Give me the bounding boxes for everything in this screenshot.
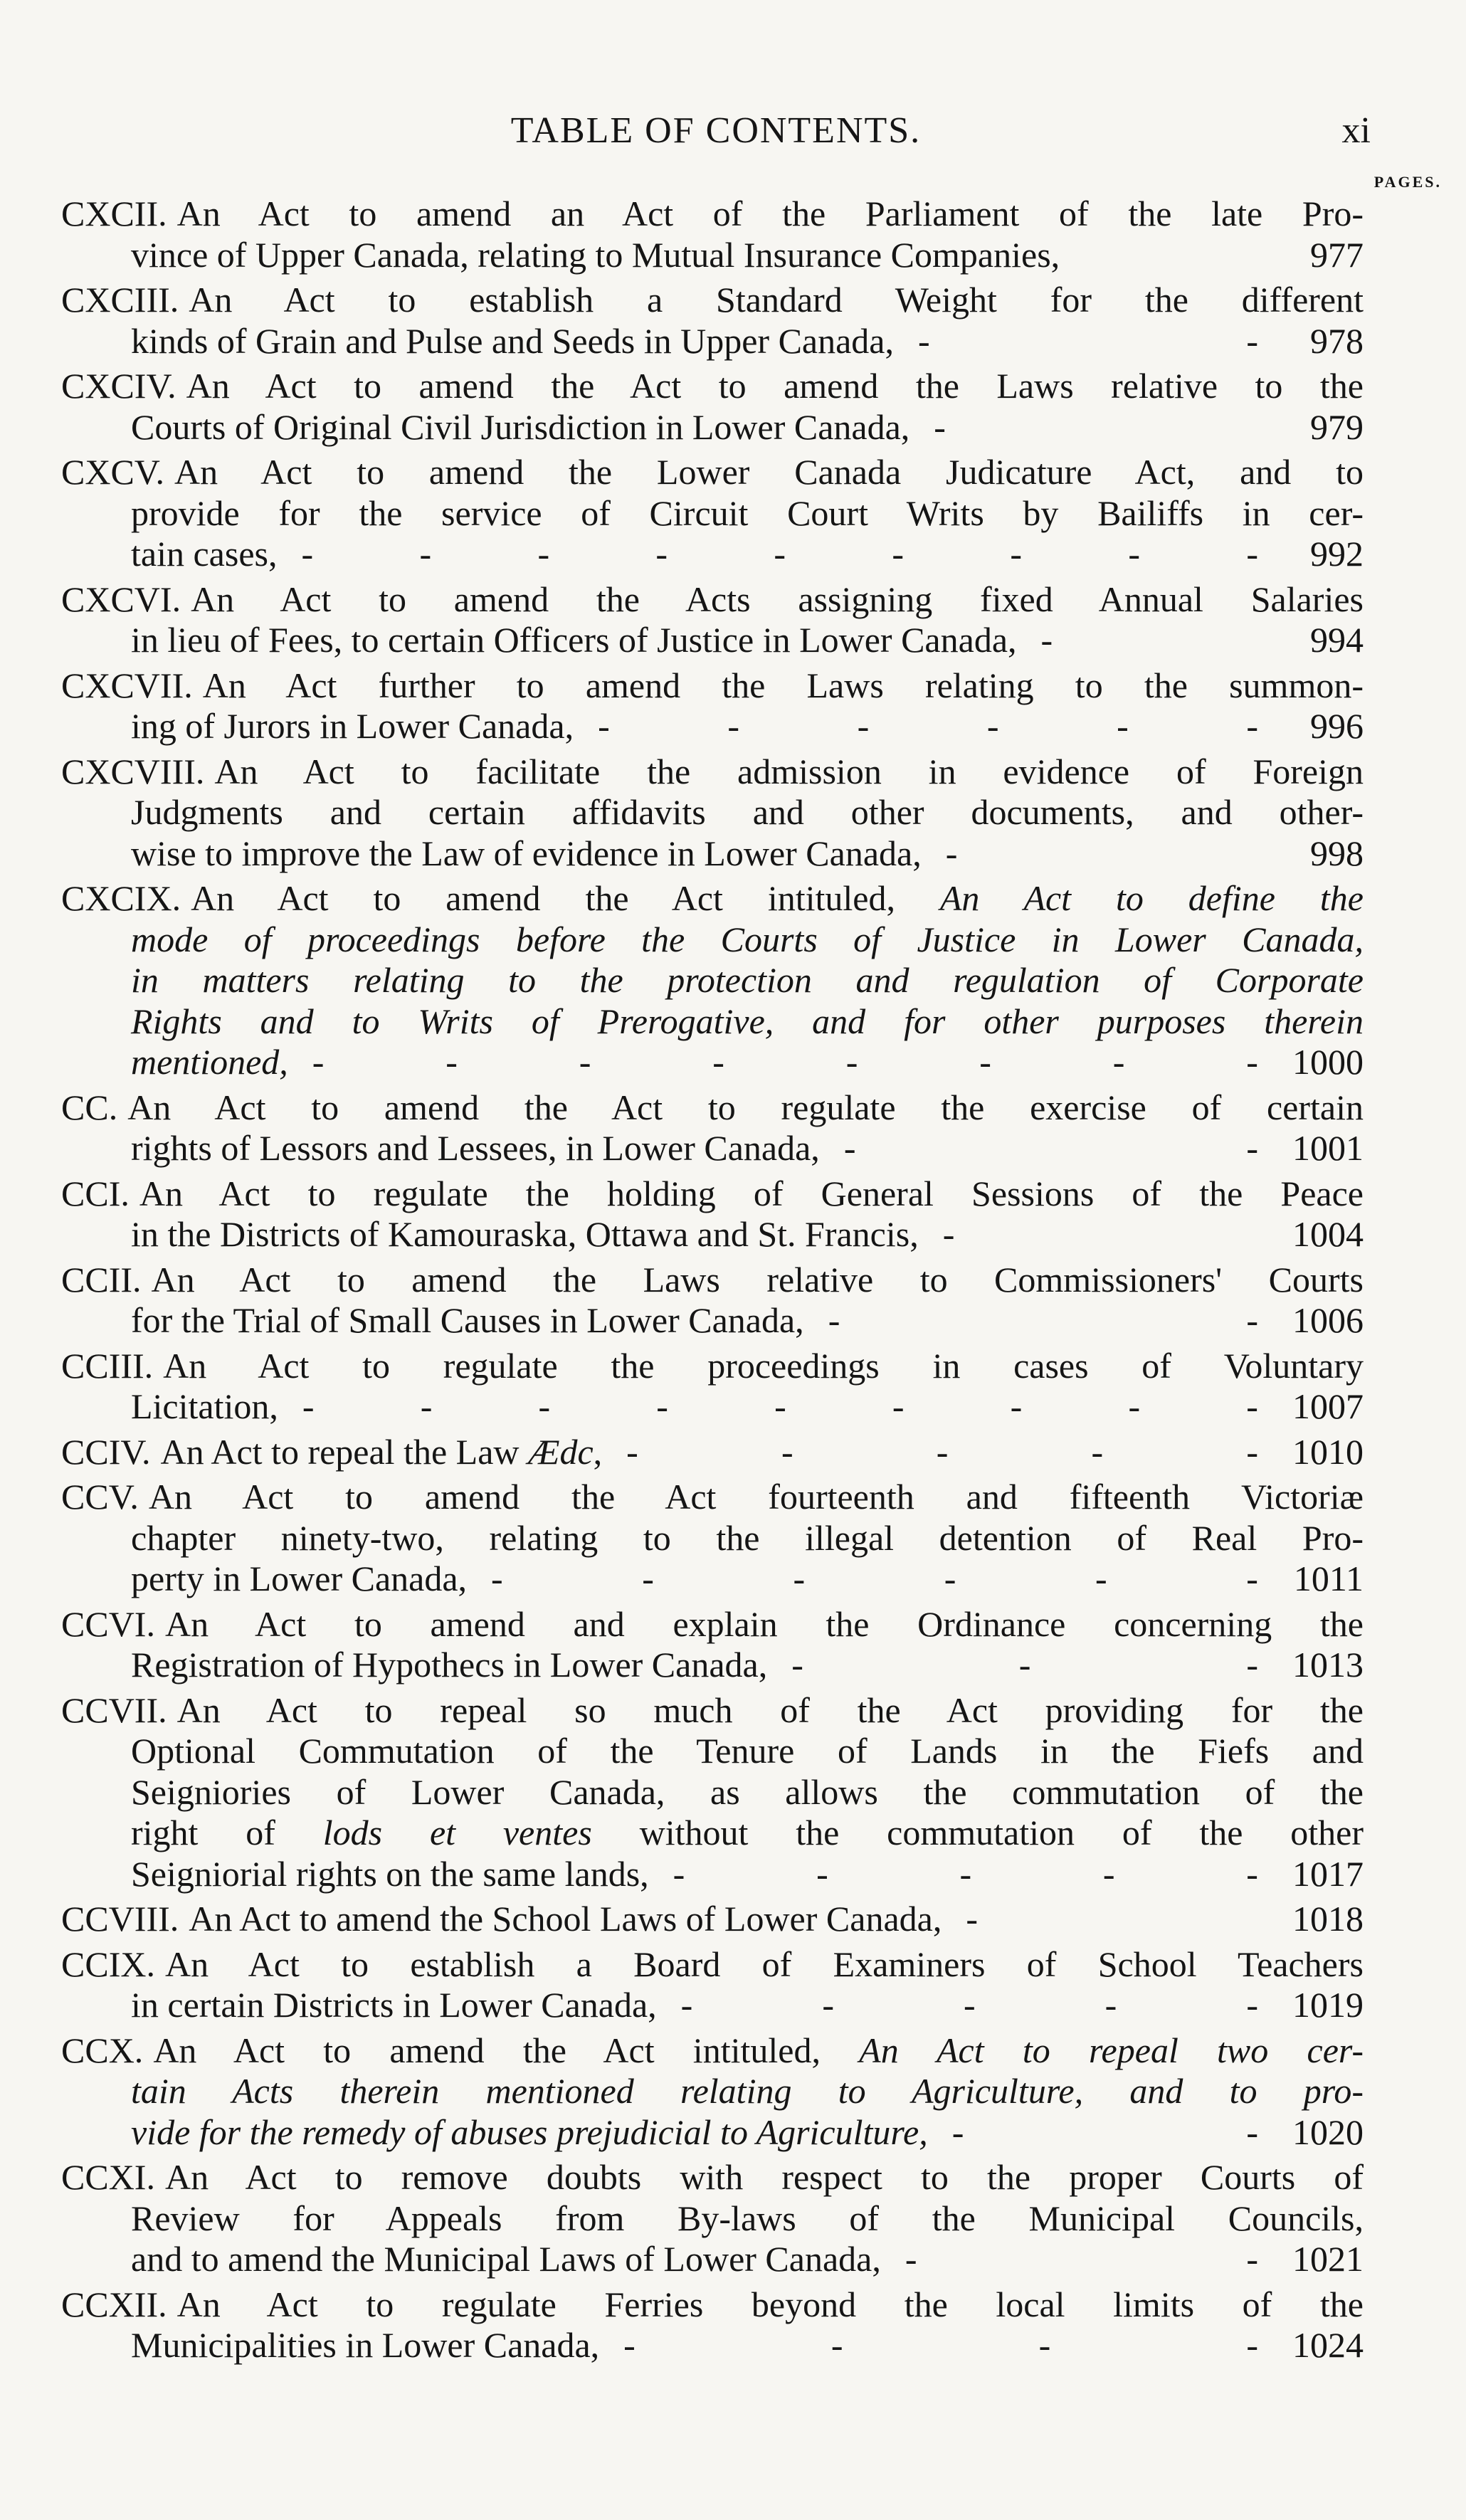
entry-line [61, 1854, 1364, 1895]
dot-leader: - [945, 833, 958, 873]
dot-leader: - - [828, 1300, 1258, 1340]
entry-line [61, 280, 1364, 321]
entry-number: CCVIII. [61, 1899, 179, 1939]
contents-entry [61, 878, 1364, 1083]
entry-text: wise to improve the Law of evidence in Lower Canada, [131, 833, 922, 873]
entry-line [61, 2030, 1364, 2072]
entry-page-number: 979 [1310, 406, 1364, 447]
entry-text: Municipalities in Lower Canada, [131, 2325, 600, 2365]
entry-number: CXCIV. [61, 366, 176, 406]
entry-text: Rights and to Writs of Prerogative, and for other purposes therein [131, 1001, 1364, 1041]
entry-line [61, 534, 1364, 575]
entry-text: in certain Districts in Lower Canada, [131, 1985, 657, 2025]
entry-line [61, 919, 1364, 961]
entry-line [61, 960, 1364, 1001]
entry-number: CC. [61, 1087, 118, 1127]
entry-line [61, 1645, 1364, 1686]
entry-line [61, 2071, 1364, 2112]
dot-leader: - [1040, 620, 1053, 660]
entry-text: vide for the remedy of abuses prejudicial to Agriculture, [131, 2112, 928, 2152]
entry-text: Seigniorial rights on the same lands, [131, 1853, 649, 1894]
entry-text: An Act to establish a Standard Weight for the different [189, 280, 1364, 320]
entry-text: Optional Commutation of the Tenure of Lands in the Fiefs and [131, 1731, 1364, 1771]
dot-leader: - - - - - [626, 1431, 1258, 1472]
entry-page-number: 1004 [1292, 1214, 1364, 1254]
contents-entry [61, 1432, 1364, 1473]
entry-text: An Act to remove doubts with respect to the proper Courts of [164, 2157, 1364, 2197]
entry-page-number: 998 [1310, 833, 1364, 873]
page-title: TABLE OF CONTENTS. [510, 110, 922, 151]
entry-page-number: 1024 [1292, 2325, 1364, 2365]
entry-line [61, 1128, 1364, 1169]
entry-page-number: 996 [1310, 706, 1364, 746]
contents-entry [61, 1477, 1364, 1600]
contents-entry [61, 2157, 1364, 2280]
entry-number: CCXII. [61, 2284, 167, 2324]
dot-leader: - - - - - - - - - [301, 534, 1258, 574]
contents-entry [61, 1690, 1364, 1895]
entry-text: ing of Jurors in Lower Canada, [131, 706, 574, 746]
entry-text: An Act to amend and explain the Ordinance concerning the [164, 1603, 1364, 1644]
dot-leader: - - - - - - - - - [302, 1386, 1258, 1426]
entry-text: An Act to amend the Act intituled, An Act to repeal two cer- [153, 2030, 1364, 2070]
entry-line [61, 1604, 1364, 1645]
entry-line [61, 2198, 1364, 2240]
dot-leader: - - - - - [673, 1853, 1258, 1894]
entry-text: An Act to amend the School Laws of Lower Canada, [189, 1899, 942, 1939]
entry-line [61, 620, 1364, 661]
entry-text: tain cases, [131, 534, 278, 574]
entry-text: An Act further to amend the Laws relating to the summon- [202, 665, 1364, 705]
entry-line [61, 2112, 1364, 2153]
entry-line [61, 321, 1364, 362]
entry-line [61, 2157, 1364, 2198]
entry-line [61, 1690, 1364, 1731]
entry-line [61, 1772, 1364, 1813]
dot-leader: - [942, 1214, 955, 1254]
entry-text: chapter ninety-two, relating to the illegal detention of Real Pro- [131, 1517, 1364, 1558]
entry-page-number: 1000 [1292, 1042, 1364, 1082]
entry-line [61, 366, 1364, 407]
contents-entry [61, 1604, 1364, 1686]
entry-text: An Act to regulate the holding of General Sessions of the Peace [139, 1173, 1364, 1213]
entry-page-number: 978 [1310, 320, 1364, 361]
entry-line [61, 1559, 1364, 1600]
dot-leader: - - [951, 2112, 1258, 2152]
entry-text: provide for the service of Circuit Court Writs by Bailiffs in cer- [131, 492, 1364, 533]
entry-page-number: 1017 [1292, 1853, 1364, 1894]
entry-page-number: 1010 [1292, 1431, 1364, 1472]
contents-entry [61, 2030, 1364, 2153]
entry-number: CCIV. [61, 1431, 151, 1472]
entry-line [61, 1518, 1364, 1559]
contents-list [61, 194, 1364, 2371]
entry-page-number: 1018 [1292, 1899, 1364, 1939]
entry-line [61, 1260, 1364, 1301]
entry-text: in matters relating to the protection and regulation of Corporate [131, 960, 1364, 1000]
entry-number: CCV. [61, 1477, 139, 1517]
entry-text: An Act to amend the Laws relative to Commissioners' Courts [151, 1259, 1364, 1299]
entry-line [61, 407, 1364, 448]
entry-page-number: 1001 [1292, 1128, 1364, 1168]
contents-entry [61, 280, 1364, 362]
contents-entry [61, 452, 1364, 575]
dot-leader: - - - - [623, 2325, 1258, 2365]
contents-entry [61, 1174, 1364, 1255]
entry-text: tain Acts therein mentioned relating to Agriculture, and to pro- [131, 2071, 1364, 2111]
entry-line [61, 1042, 1364, 1083]
entry-text: mentioned, [131, 1042, 288, 1082]
entry-number: CCII. [61, 1259, 142, 1299]
entry-text: An Act to repeal so much of the Act providing for the [176, 1689, 1364, 1730]
entry-text: Courts of Original Civil Jurisdiction in Lower Canada, [131, 406, 910, 447]
entry-text: and to amend the Municipal Laws of Lower Canada, [131, 2239, 881, 2279]
entry-number: CCXI. [61, 2157, 155, 2197]
entry-text: An Act to amend the Act to regulate the exercise of certain [127, 1087, 1364, 1127]
entry-line [61, 706, 1364, 747]
entry-line [61, 1087, 1364, 1129]
entry-line [61, 452, 1364, 493]
dot-leader: - - [905, 2239, 1258, 2279]
entry-number: CXCII. [61, 194, 167, 233]
entry-line [61, 1477, 1364, 1518]
page-number: xi [1341, 110, 1371, 151]
entry-text: kinds of Grain and Pulse and Seeds in Upper Canada, [131, 320, 894, 361]
entry-text: in lieu of Fees, to certain Officers of Justice in Lower Canada, [131, 620, 1017, 660]
entry-number: CXCIII. [61, 280, 179, 320]
entry-number: CCIX. [61, 1944, 155, 1984]
entry-text: An Act to amend the Act intituled, An Act to define the [191, 878, 1364, 918]
entry-page-number: 994 [1310, 620, 1364, 660]
entry-line [61, 1214, 1364, 1255]
entry-text: An Act to amend the Acts assigning fixed Annual Salaries [191, 579, 1364, 619]
entry-line [61, 1432, 1364, 1473]
entry-text: An Act to repeal the Law Ædc, [160, 1431, 603, 1472]
entry-text: perty in Lower Canada, [131, 1559, 468, 1598]
entry-line [61, 1944, 1364, 1986]
entry-line [61, 752, 1364, 793]
entry-line [61, 1300, 1364, 1341]
entry-text: An Act to regulate the proceedings in cases of Voluntary [163, 1345, 1364, 1386]
entry-number: CCI. [61, 1173, 130, 1213]
contents-entry [61, 1899, 1364, 1940]
dot-leader: - [934, 406, 946, 447]
dot-leader: - - - - - - [598, 706, 1258, 746]
entry-page-number: 1007 [1292, 1386, 1364, 1426]
entry-text: Registration of Hypothecs in Lower Canada, [131, 1645, 768, 1685]
entry-number: CCVI. [61, 1603, 155, 1644]
entry-number: CXCV. [61, 452, 164, 492]
entry-number: CXCVIII. [61, 751, 205, 791]
pages-column-label: PAGES. [1373, 173, 1442, 191]
entry-line [61, 2325, 1364, 2366]
entry-number: CXCVI. [61, 579, 181, 619]
entry-text: right of lods et ventes without the commutation of the other [131, 1813, 1364, 1852]
contents-entry [61, 1260, 1364, 1341]
entry-number: CXCVII. [61, 665, 193, 705]
entry-line [61, 1346, 1364, 1387]
entry-line [61, 493, 1364, 534]
entry-line [61, 1386, 1364, 1428]
entry-line [61, 1001, 1364, 1043]
entry-text: for the Trial of Small Causes in Lower Canada, [131, 1300, 804, 1340]
entry-line [61, 1985, 1364, 2026]
entry-page-number: 1006 [1292, 1300, 1364, 1340]
entry-text: An Act to amend the Lower Canada Judicature Act, and to [174, 452, 1364, 492]
dot-leader: - - - [791, 1645, 1258, 1685]
entry-page-number: 1011 [1293, 1559, 1364, 1598]
entry-number: CCX. [61, 2030, 144, 2070]
entry-line [61, 878, 1364, 919]
contents-entry [61, 1346, 1364, 1428]
entry-number: CCIII. [61, 1345, 154, 1386]
contents-entry [61, 366, 1364, 448]
dot-leader: - - [843, 1128, 1258, 1168]
entry-text: Seigniories of Lower Canada, as allows the commutation of the [131, 1771, 1364, 1812]
entry-line [61, 194, 1364, 235]
entry-text: Judgments and certain affidavits and other documents, and other- [131, 792, 1364, 832]
entry-page-number: 1020 [1292, 2112, 1364, 2152]
entry-text: An Act to establish a Board of Examiners of School Teachers [164, 1944, 1364, 1984]
contents-entry [61, 2284, 1364, 2366]
contents-entry [61, 194, 1364, 275]
dot-leader: - - - - - - [491, 1559, 1258, 1598]
entry-line [61, 665, 1364, 707]
entry-line [61, 2239, 1364, 2280]
entry-text: An Act to regulate Ferries beyond the local limits of the [176, 2284, 1364, 2324]
contents-entry [61, 1087, 1364, 1169]
dot-leader: - - - - - - - - [312, 1042, 1258, 1082]
entry-page-number: 992 [1310, 534, 1364, 574]
contents-entry [61, 665, 1364, 747]
entry-line [61, 1731, 1364, 1772]
entry-line [61, 792, 1364, 833]
entry-number: CCVII. [61, 1689, 167, 1730]
dot-leader: - [966, 1899, 978, 1939]
contents-entry [61, 579, 1364, 661]
entry-text: Review for Appeals from By-laws of the Municipal Councils, [131, 2198, 1364, 2238]
entry-line [61, 1899, 1364, 1940]
entry-text: vince of Upper Canada, relating to Mutual Insurance Companies, [131, 234, 1060, 275]
entry-number: CXCIX. [61, 878, 181, 918]
entry-page-number: 1021 [1292, 2239, 1364, 2279]
dot-leader: - - - - - [680, 1985, 1258, 2025]
dot-leader: - - [918, 320, 1258, 361]
entry-text: in the Districts of Kamouraska, Ottawa and St. Francis, [131, 1214, 919, 1254]
entry-line [61, 833, 1364, 875]
entry-text: An Act to facilitate the admission in evidence of Foreign [214, 751, 1364, 791]
entry-page-number: 1019 [1292, 1985, 1364, 2025]
entry-line [61, 1174, 1364, 1215]
contents-entry [61, 752, 1364, 875]
entry-text: mode of proceedings before the Courts of Justice in Lower Canada, [131, 919, 1364, 959]
entry-page-number: 1013 [1292, 1645, 1364, 1685]
entry-text: rights of Lessors and Lessees, in Lower Canada, [131, 1128, 820, 1168]
entry-line [61, 2284, 1364, 2326]
entry-page-number: 977 [1310, 234, 1364, 275]
contents-entry [61, 1944, 1364, 2026]
entry-text: Licitation, [131, 1386, 278, 1426]
entry-text: An Act to amend the Act fourteenth and fifteenth Victoriæ [148, 1477, 1364, 1517]
entry-line [61, 1813, 1364, 1854]
page-header [61, 107, 1371, 164]
entry-text: An Act to amend the Act to amend the Laws relative to the [186, 366, 1364, 406]
entry-text: An Act to amend an Act of the Parliament of the late Pro- [176, 194, 1364, 233]
entry-line [61, 235, 1364, 276]
entry-line [61, 579, 1364, 621]
